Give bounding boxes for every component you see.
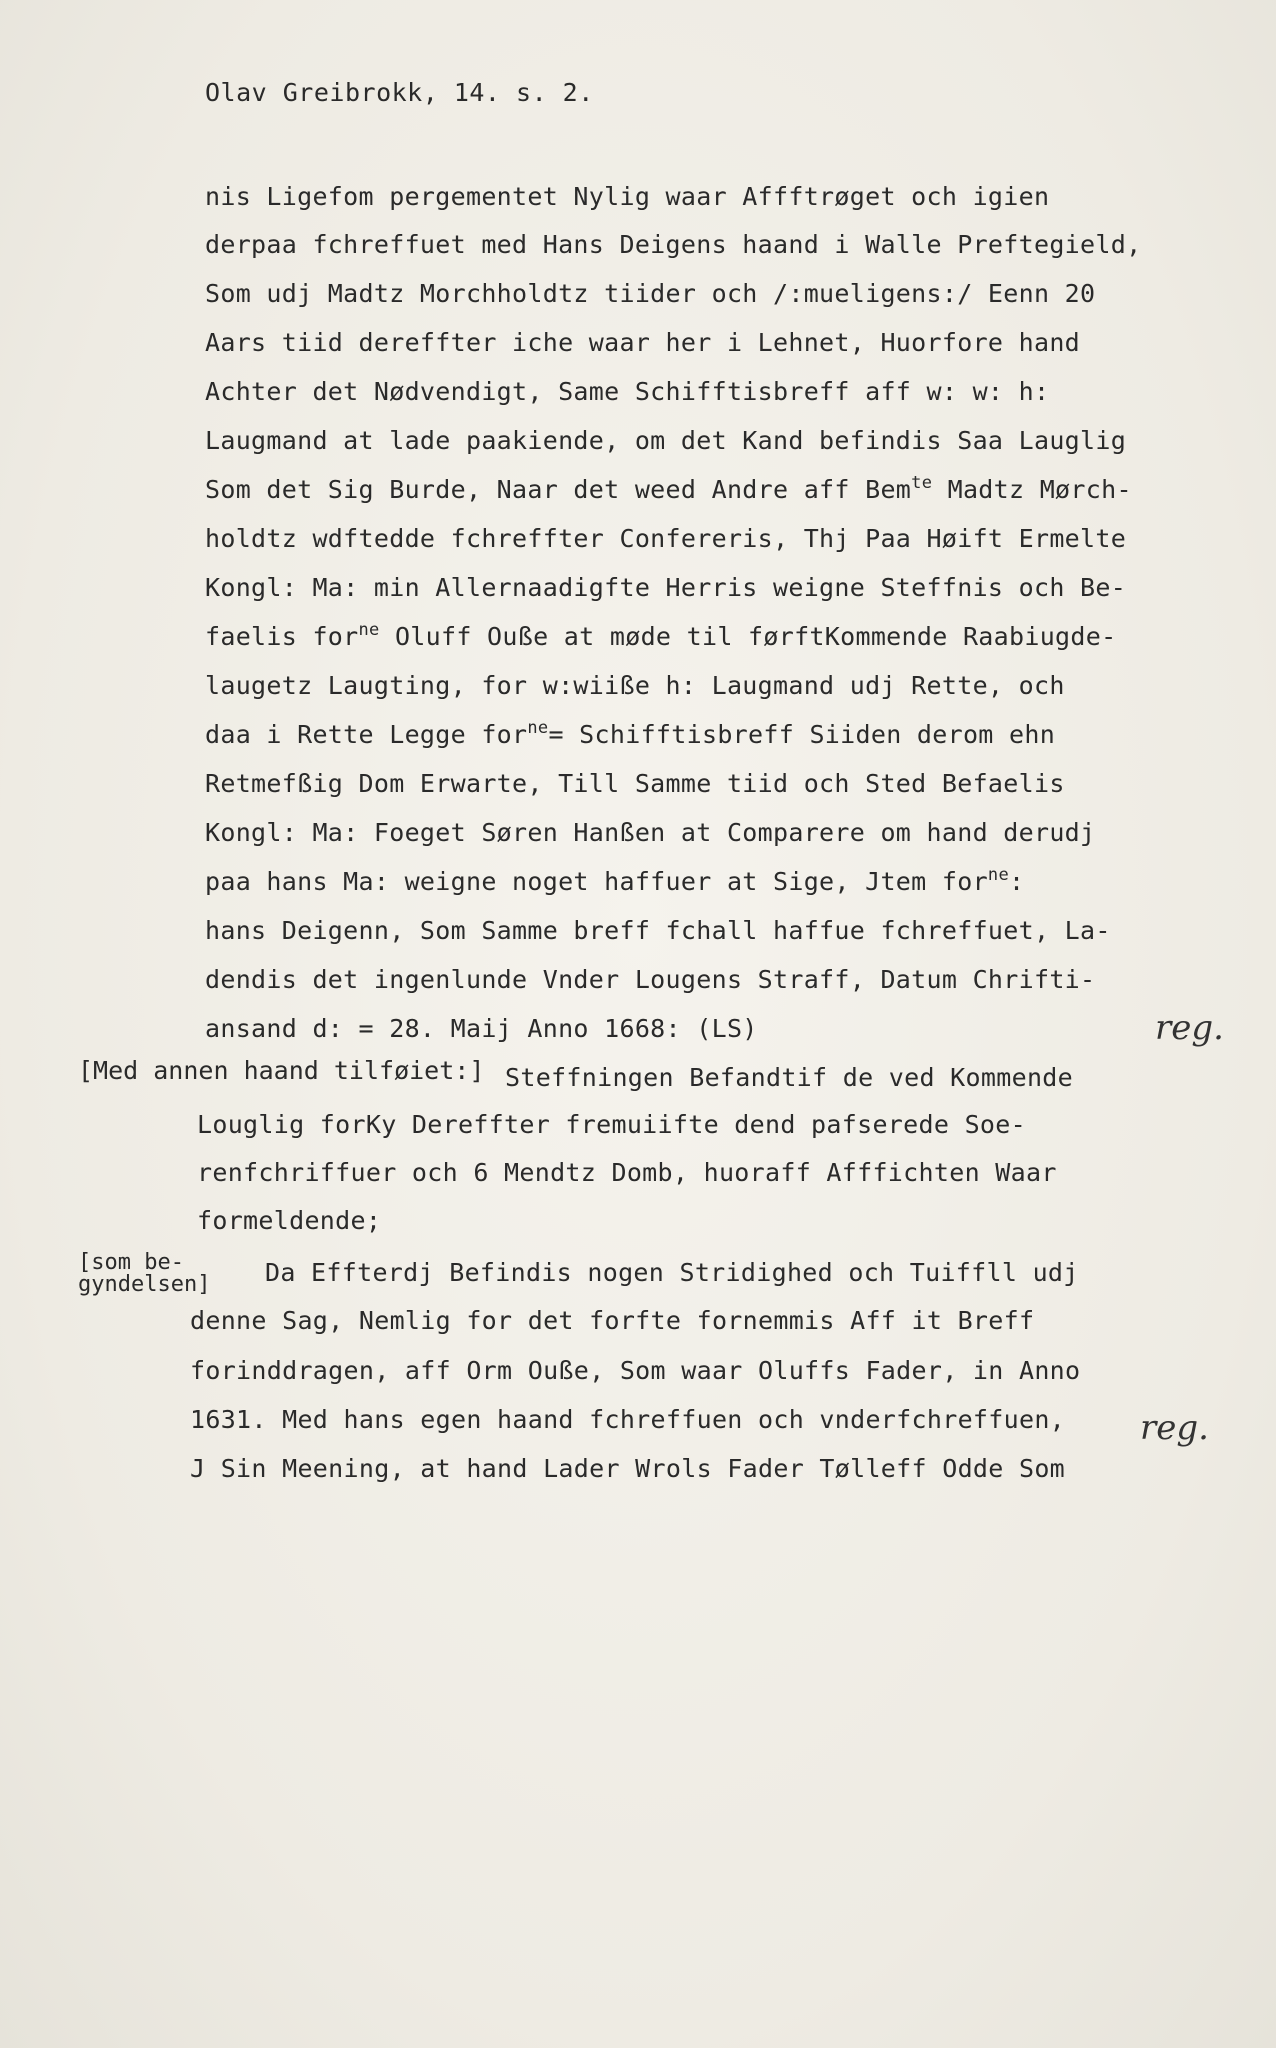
body-line-4: Aars tiid dereffter iche waar her i Lehnet, Huorfore hand — [205, 328, 1081, 357]
body-line-8: holdtz wdftedde fchreffter Confereris, Thj Paa Høift Ermelte — [205, 524, 1127, 553]
body-line-7-rest: Madtz Mørch- — [932, 475, 1132, 504]
note1-line-3: renfchriffuer och 6 Mendtz Domb, huoraff Afffichten Waar — [197, 1158, 1057, 1187]
body-line-2: derpaa fchreffuet med Hans Deigens haand i Walle Preftegield, — [205, 230, 1142, 259]
note2-label-line-2: gyndelsen] — [78, 1272, 211, 1297]
body-line-16: hans Deigenn, Som Samme breff fchall haffue fchreffuet, La- — [205, 916, 1111, 945]
body-line-10-main: faelis for — [205, 622, 359, 651]
body-line-12 — [205, 720, 1055, 750]
body-line-6: Laugmand at lade paakiende, om det Kand befindis Saa Lauglig — [205, 426, 1127, 455]
body-line-9: Kongl: Ma: min Allernaadigfte Herris weigne Steffnis och Be- — [205, 573, 1127, 602]
body-line-3: Som udj Madtz Morchholdtz tiider och /:muеligens:/ Eenn 20 — [205, 279, 1096, 308]
body-line-11: laugetz Laugting, for w:wiiße h: Laugmand udj Rette, och — [205, 671, 1065, 700]
body-line-7-sup: te — [911, 473, 933, 493]
note2-line-2: denne Sag, Nemlig for det forfte fornemmis Aff it Breff — [190, 1306, 1035, 1335]
body-line-10 — [205, 622, 1116, 652]
body-line-15-sup: ne — [987, 865, 1009, 885]
body-line-1: nis Ligefom pergementet Nylig waar Affftrøget och igien — [205, 182, 1050, 211]
note2-line-4: 1631. Med hans egen haand fchreffuen och vnderfchreffuen, — [190, 1405, 1066, 1434]
body-line-15-rest: : — [1009, 867, 1025, 896]
body-line-10-rest: Oluff Ouße at møde til førftKommende Raabiugde- — [379, 622, 1117, 651]
body-line-7 — [205, 475, 1132, 505]
body-line-12-main: daa i Rette Legge for — [205, 720, 528, 749]
note2-line-5: J Sin Meening, at hand Lader Wrols Fader Tølleff Odde Som — [190, 1454, 1066, 1483]
note1-line-4: formeldende; — [197, 1206, 382, 1235]
body-line-7-main: Som det Sig Burde, Naar det weed Andre aff Bem — [205, 475, 912, 504]
body-line-15-main: paa hans Ma: weigne noget haffuer at Sige, Jtem for — [205, 867, 988, 896]
note1-line-2: Louglig forKy Dereffter fremuiifte dend pafserede Soe- — [197, 1110, 1026, 1139]
note2-label-line-1: [som be- — [78, 1250, 184, 1275]
margin-note-reg-1: reg. — [1155, 1008, 1224, 1048]
body-line-12-rest: = Schifftisbreff Siiden derom ehn — [548, 720, 1056, 749]
note2-line-1: Da Effterdj Befindis nogen Stridighed och Tuiffll udj — [265, 1258, 1079, 1287]
body-line-5: Achter det Nødvendigt, Same Schifftisbreff aff w: w: h: — [205, 377, 1050, 406]
body-line-14: Kongl: Ma: Foeget Søren Hanßen at Comparere om hand derudj — [205, 818, 1096, 847]
body-line-18: ansand d: = 28. Maij Anno 1668: (LS) — [205, 1014, 758, 1043]
margin-note-reg-2: reg. — [1140, 1408, 1209, 1448]
page-header: Olav Greibrokk, 14. s. 2. — [205, 78, 594, 107]
note1-line-1: Steffningen Befandtif de ved Kommende — [505, 1063, 1073, 1092]
body-line-17: dendis det ingenlunde Vnder Lougens Straff, Datum Chrifti- — [205, 965, 1096, 994]
note1-label: [Med annen haand tilføiet:] — [78, 1056, 485, 1085]
body-line-15 — [205, 867, 1024, 897]
note2-line-3: forinddragen, aff Orm Ouße, Som waar Oluffs Fader, in Anno — [190, 1356, 1081, 1385]
body-line-12-sup: ne — [527, 718, 549, 738]
body-line-10-sup: ne — [358, 620, 380, 640]
body-line-13: Retmefßig Dom Erwarte, Till Samme tiid och Sted Befaelis — [205, 769, 1065, 798]
